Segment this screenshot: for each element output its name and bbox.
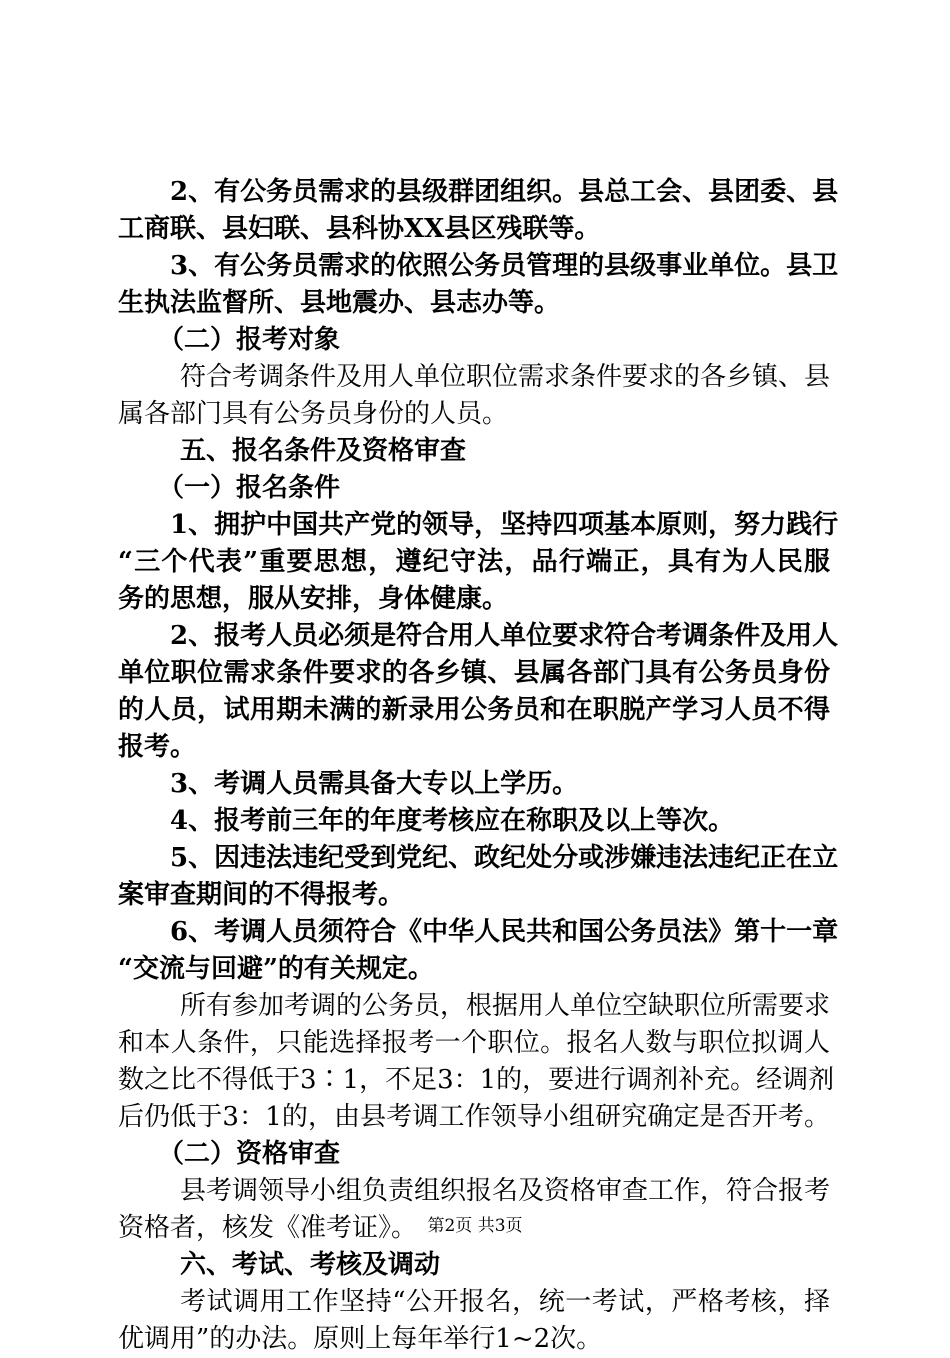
body-line: 属各部门具有公务员身份的人员。 [118, 399, 509, 429]
body-line: 1、拥护中国共产党的领导，坚持四项基本原则，努力践行 [170, 510, 839, 540]
body-line: 报考。 [118, 732, 197, 762]
body-line: “交流与回避”的有关规定。 [118, 954, 434, 984]
body-line: 符合考调条件及用人单位职位需求条件要求的各乡镇、县 [180, 362, 831, 392]
body-line: 2、报考人员必须是符合用人单位要求符合考调条件及用人 [170, 621, 839, 651]
section-heading: （一）报名条件 [158, 473, 341, 503]
section-heading: 六、考试、考核及调动 [180, 1250, 441, 1280]
bold-lead: 3、有公务员需求的依照公务员管理的县级事业单位。 [170, 251, 787, 281]
body-line: 3、有公务员需求的依照公务员管理的县级事业单位。县卫 [170, 251, 839, 281]
body-line: 案审查期间的不得报考。 [118, 880, 405, 910]
body-line: 单位职位需求条件要求的各乡镇、县属各部门具有公务员身份 [118, 658, 830, 688]
body-line: 所有参加考调的公务员，根据用人单位空缺职位所需要求 [180, 991, 831, 1021]
body-line: 后仍低于3：1的，由县考调工作领导小组研究确定是否开考。 [118, 1102, 830, 1132]
body-line: 6、考调人员须符合《中华人民共和国公务员法》第十一章 [170, 917, 839, 947]
body-line: 5、因违法违纪受到党纪、政纪处分或涉嫌违法违纪正在立 [170, 843, 839, 873]
body-line: 县考调领导小组负责组织报名及资格审查工作，符合报考 [180, 1176, 831, 1206]
body-line: 务的思想，服从安排，身体健康。 [118, 584, 509, 614]
page-number: 第2页 共3页 [427, 1216, 523, 1236]
body-line: 和本人条件，只能选择报考一个职位。报名人数与职位拟调人 [118, 1028, 830, 1058]
section-heading: 五、报名条件及资格审查 [180, 436, 467, 466]
document-body [118, 174, 839, 1358]
body-line: 的人员，试用期未满的新录用公务员和在职脱产学习人员不得 [118, 695, 830, 725]
body-line: 优调用”的办法。原则上每年举行1~2次。 [118, 1324, 603, 1354]
body-line: 3、考调人员需具备大专以上学历。 [170, 769, 579, 799]
body-line: 生执法监督所、县地震办、县志办等。 [118, 288, 561, 318]
bold-lead: 2、有公务员需求的县级群团组织。 [170, 177, 579, 207]
body-line: “三个代表”重要思想，遵纪守法，品行端正，具有为人民服 [118, 547, 830, 577]
body-line: 工商联、县妇联、县科协XX县区残联等。 [118, 214, 601, 244]
body-line: 数之比不得低于3∶1，不足3：1的，要进行调剂补充。经调剂 [118, 1065, 835, 1095]
body-line: 资格者，核发《准考证》。 [118, 1213, 418, 1243]
section-heading: （二）资格审查 [158, 1139, 341, 1169]
body-line: 考试调用工作坚持“公开报名，统一考试，严格考核，择 [180, 1287, 830, 1317]
body-line: 2、有公务员需求的县级群团组织。县总工会、县团委、县 [170, 177, 839, 207]
page-footer [0, 1215, 950, 1237]
body-line: 4、报考前三年的年度考核应在称职及以上等次。 [170, 806, 735, 836]
section-heading: （二）报考对象 [158, 325, 341, 355]
